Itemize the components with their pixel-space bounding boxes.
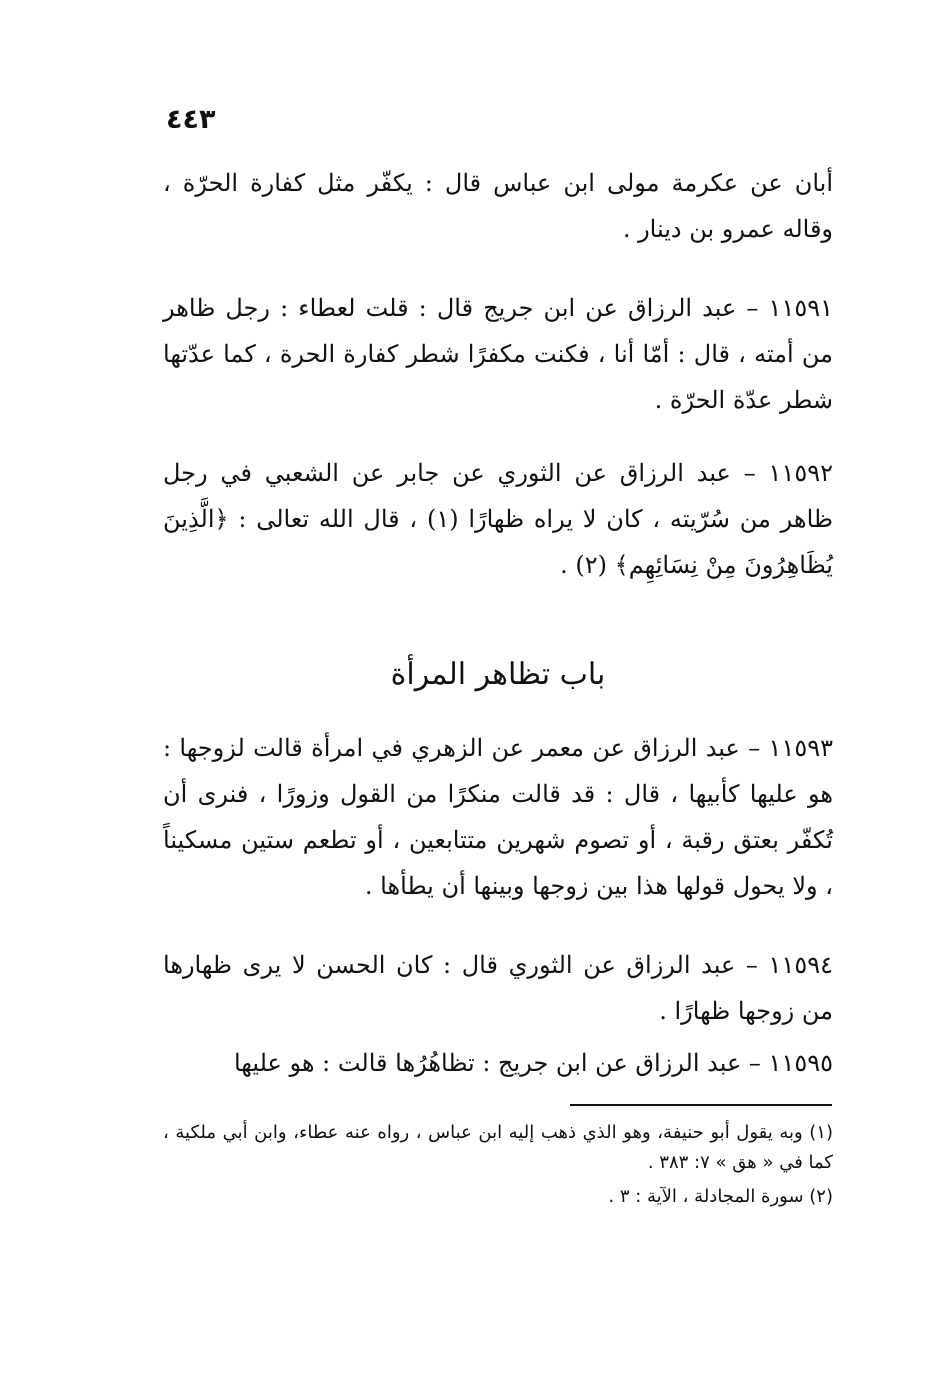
paragraph-11591 xyxy=(163,285,833,423)
paragraph-11595 xyxy=(163,1040,833,1086)
paragraph-text: ١١٥٩١ – عبد الرزاق عن ابن جريج قال : قلت لعطاء : رجل ظاهر من أمته ، قال : أمّا أنا ، فكنت مكفرًا شطر كفارة الحرة ، كما عدّتها شطر عدّة الحرّة . xyxy=(163,294,833,414)
section-heading: باب تظاهر المرأة xyxy=(390,657,606,692)
paragraph-text: أبان عن عكرمة مولى ابن عباس قال : يكفّر مثل كفارة الحرّة ، وقاله عمرو بن دينار . xyxy=(163,169,833,243)
footnote-1: (١) وبه يقول أبو حنيفة، وهو الذي ذهب إليه ابن عباس ، رواه عنه عطاء، وابن أبي ملكية ، كما في « هق » ٧: ٣٨٣ . xyxy=(163,1122,833,1173)
paragraph-11592 xyxy=(163,450,833,588)
paragraph-text: ١١٥٩٢ – عبد الرزاق عن الثوري عن جابر عن الشعبي في رجل ظاهر من سُرّيته ، كان لا يراه ظهارًا (١) ، قال الله تعالى : ﴿الَّذِينَ يُظَاهِرُونَ مِنْ نِسَائِهِم﴾ (٢) . xyxy=(163,459,833,579)
page-number: ٤٤٣ xyxy=(166,104,216,135)
footnotes xyxy=(163,1118,833,1216)
footnote-2: (٢) سورة المجادلة ، الآية : ٣ . xyxy=(608,1186,833,1207)
paragraph-11594 xyxy=(163,942,833,1034)
paragraph-11593 xyxy=(163,725,833,909)
footnote-divider xyxy=(570,1104,832,1106)
paragraph-text: ١١٥٩٣ – عبد الرزاق عن معمر عن الزهري في امرأة قالت لزوجها : هو عليها كأبيها ، قال : قد قالت منكرًا من القول وزورًا ، فنرى أن تُكفّر بعتق رقبة ، أو تصوم شهرين متتابعين ، أو تطعم ستين مسكيناً ، ولا يحول قولها هذا بين زوجها وبينها أن يطأها . xyxy=(163,734,833,900)
paragraph-continuation xyxy=(163,160,833,252)
paragraph-text: ١١٥٩٤ – عبد الرزاق عن الثوري قال : كان الحسن لا يرى ظهارها من زوجها ظهارًا . xyxy=(163,951,833,1025)
paragraph-text: ١١٥٩٥ – عبد الرزاق عن ابن جريج : تظاهُرُها قالت : هو عليها xyxy=(233,1049,833,1077)
